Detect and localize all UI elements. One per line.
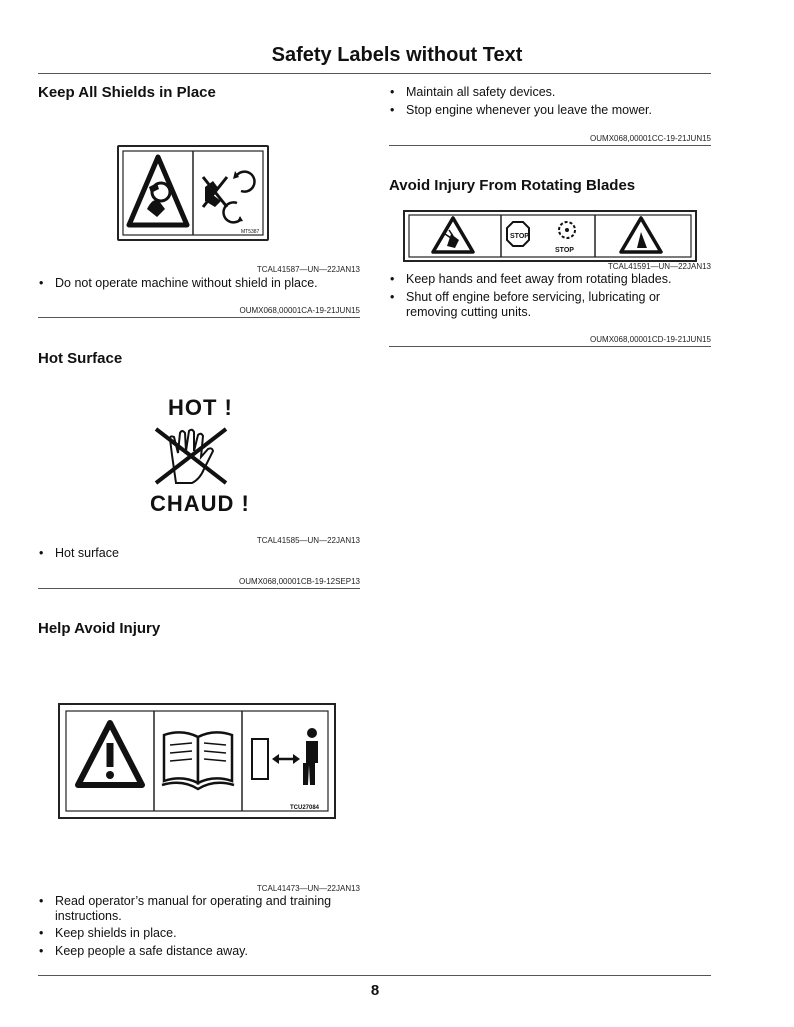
shield-label-graphic: [119, 147, 267, 239]
injury-label-graphic: [60, 705, 334, 817]
bullet-item: • Stop engine whenever you leave the mower.: [389, 103, 728, 118]
injury-label-code: TCU27084: [290, 805, 320, 811]
section-rule: [389, 346, 711, 347]
blades-label-graphic: [405, 212, 695, 260]
crossed-hand-icon: [152, 425, 232, 487]
doc-ref-shields: OUMX068,00001CA-19-21JUN15: [239, 306, 360, 315]
figure-id-shields: TCAL41587—UN—22JAN13: [256, 265, 360, 274]
bullet-item: • Keep people a safe distance away.: [38, 944, 375, 959]
figure-id-blades: TCAL41591—UN—22JAN13: [607, 262, 711, 271]
section-rule: [38, 588, 360, 589]
bullet-item: • Maintain all safety devices.: [389, 85, 728, 100]
hot-label-text: HOT !: [168, 395, 233, 420]
doc-ref-hot: OUMX068,00001CB-19-12SEP13: [239, 577, 360, 586]
bullet-item: • Keep hands and feet away from rotating blades.: [389, 272, 728, 287]
page-title: Safety Labels without Text: [271, 44, 523, 66]
shield-safety-label: [117, 145, 269, 241]
bullet-item: • Shut off engine before servicing, lubricating or removing cutting units.: [389, 290, 706, 320]
section-heading-hot: Hot Surface: [38, 350, 123, 367]
page-number: 8: [370, 982, 380, 999]
figure-id-hot: TCAL41585—UN—22JAN13: [256, 536, 360, 545]
blades-safety-label: [403, 210, 697, 262]
bullet-item: • Do not operate machine without shield in place.: [38, 276, 375, 291]
section-heading-shields: Keep All Shields in Place: [38, 84, 216, 101]
bullet-item: • Hot surface: [38, 546, 375, 561]
title-rule: [38, 73, 711, 74]
section-rule: [389, 145, 711, 146]
section-heading-blades: Avoid Injury From Rotating Blades: [389, 177, 636, 194]
footer-rule: [38, 975, 711, 976]
stop-text-1: STOP: [510, 233, 529, 240]
section-rule: [38, 317, 360, 318]
shield-label-code: MT5387: [241, 229, 260, 235]
injury-safety-label: [58, 703, 336, 819]
section-heading-injury: Help Avoid Injury: [38, 620, 161, 637]
bullet-item: • Read operator’s manual for operating and training instructions.: [38, 894, 375, 924]
stop-text-2: STOP: [555, 247, 574, 254]
doc-ref-blades: OUMX068,00001CD-19-21JUN15: [590, 335, 711, 344]
doc-ref-top: OUMX068,00001CC-19-21JUN15: [590, 134, 711, 143]
chaud-label-text: CHAUD !: [150, 491, 250, 516]
figure-id-injury: TCAL41473—UN—22JAN13: [256, 884, 360, 893]
hot-surface-label: [140, 395, 260, 520]
bullet-item: • Keep shields in place.: [38, 926, 375, 941]
